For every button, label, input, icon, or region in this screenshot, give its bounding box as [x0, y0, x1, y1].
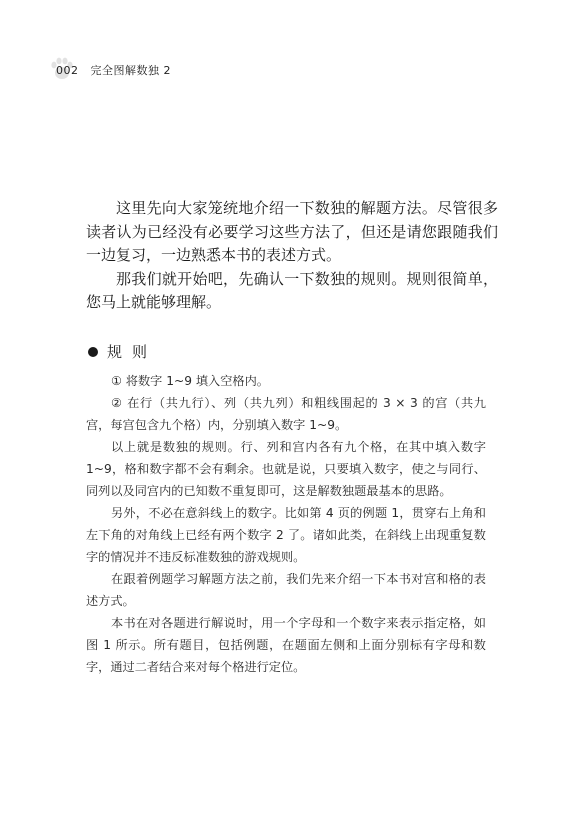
- page-number: 002: [56, 63, 79, 77]
- intro-section: [86, 197, 498, 315]
- body-paragraph: 另外，不必在意斜线上的数字。比如第 4 页的例题 1，贯穿右上角和左下角的对角线上已经有两个数字 2 了。诸如此类，在斜线上出现重复数字的情况并不违反标准数独的游戏规则。: [86, 506, 486, 564]
- section-heading-text: 规则: [107, 343, 158, 361]
- book-title: 完全图解数独 2: [90, 64, 171, 77]
- body-paragraph: 以上就是数独的规则。行、列和宫内各有九个格，在其中填入数字 1~9，格和数字都不会有剩余。也就是说，只要填入数字，使之与同行、同列以及同宫内的已知数不重复即可，这是解数独题最基本的思路。: [86, 440, 486, 498]
- page-header: [52, 60, 171, 80]
- intro-paragraph: 这里先向大家笼统地介绍一下数独的解题方法。尽管很多读者认为已经没有必要学习这些方法了，但还是请您跟随我们一边复习，一边熟悉本书的表述方式。: [86, 199, 498, 264]
- rules-body: [86, 370, 486, 678]
- filled-circle-icon: [88, 347, 98, 357]
- intro-paragraph: 那我们就开始吧，先确认一下数独的规则。规则很简单，您马上就能够理解。: [86, 269, 498, 311]
- body-paragraph: 本书在对各题进行解说时，用一个字母和一个数字来表示指定格，如图 1 所示。所有题目，包括例题，在题面左侧和上面分别标有字母和数字，通过二者结合来对每个格进行定位。: [86, 616, 486, 674]
- section-heading: [88, 341, 157, 362]
- rule-item-1: ① 将数字 1~9 填入空格内。: [111, 374, 269, 388]
- body-paragraph: 在跟着例题学习解题方法之前，我们先来介绍一下本书对宫和格的表述方式。: [86, 572, 486, 608]
- rule-item-2: ② 在行（共九行）、列（共九列）和粗线围起的 3 × 3 的宫（共九宫，每宫包含九个格）内，分别填入数字 1~9。: [86, 396, 486, 432]
